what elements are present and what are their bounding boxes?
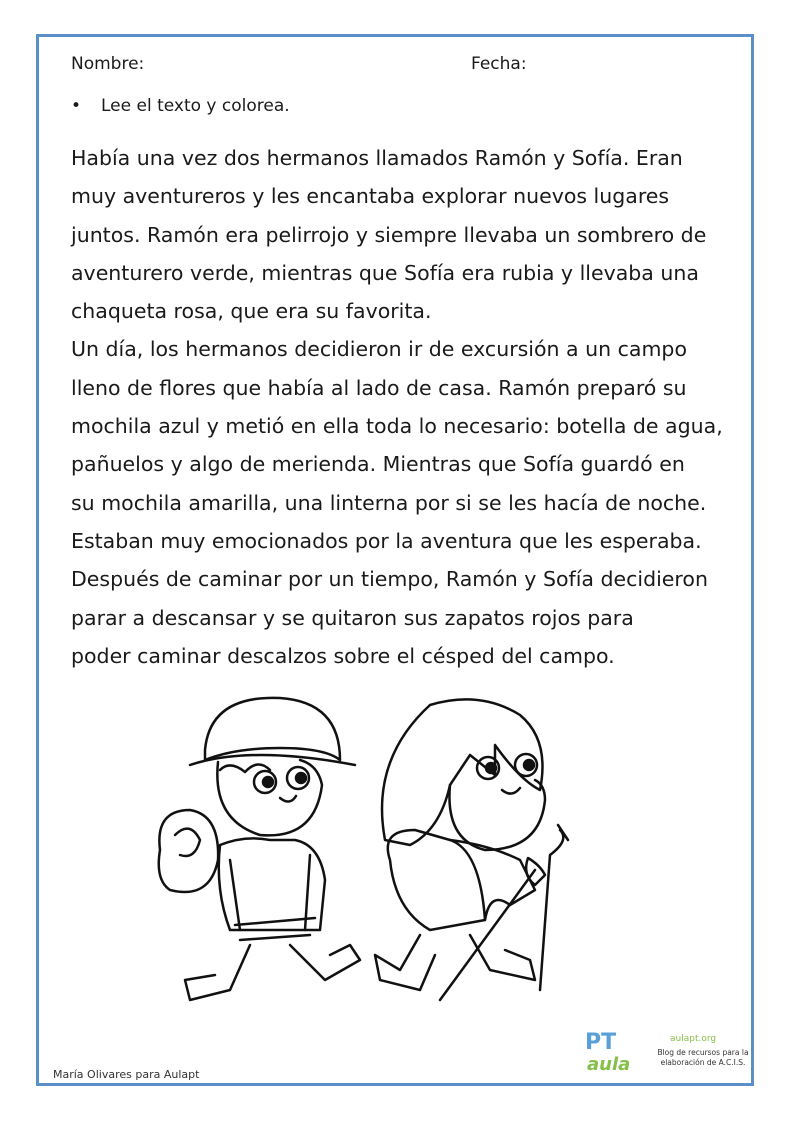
logo-pt: PT <box>585 1030 617 1055</box>
children-illustration <box>150 690 570 1030</box>
date-label: Fecha: <box>471 54 527 74</box>
story-line: lleno de flores que había al lado de casa. Ramón preparó su <box>71 375 687 400</box>
story-line: pañuelos y algo de merienda. Mientras que Sofía guardó en <box>71 452 685 477</box>
story-line: aventurero verde, mientras que Sofía era rubia y llevaba una <box>71 260 699 285</box>
name-label: Nombre: <box>71 54 145 74</box>
story-line: parar a descansar y se quitaron sus zapatos rojos para <box>71 605 634 630</box>
logo-aula: aula <box>587 1054 631 1075</box>
story-line: muy aventureros y les encantaba explorar nuevos lugares <box>71 184 670 209</box>
author-credit: María Olivares para Aulapt <box>53 1068 200 1081</box>
story-line: su mochila amarilla, una linterna por si se les hacía de noche. <box>71 490 707 515</box>
aulapt-logo <box>585 1030 755 1085</box>
story-line: Estaban muy emocionados por la aventura que les esperaba. <box>71 528 702 553</box>
logo-tagline: Blog de recursos para la elaboración de A.C.I.S. <box>657 1048 749 1067</box>
logo-url: aulapt.org <box>670 1034 717 1044</box>
story-line: Había una vez dos hermanos llamados Ramón y Sofía. Eran <box>71 146 683 170</box>
story-line: Un día, los hermanos decidieron ir de excursión a un campo <box>71 337 687 362</box>
bullet: • <box>71 96 82 116</box>
story-text <box>71 139 737 675</box>
girl-figure <box>375 699 570 1000</box>
story-line: juntos. Ramón era pelirrojo y siempre llevaba un sombrero de <box>71 222 707 247</box>
story-line: mochila azul y metió en ella toda lo necesario: botella de agua, <box>71 414 723 439</box>
story-line: chaqueta rosa, que era su favorita. <box>71 299 432 324</box>
story-line: Después de caminar por un tiempo, Ramón y Sofía decidieron <box>71 567 708 592</box>
instruction-text: Lee el texto y colorea. <box>101 96 290 116</box>
instruction <box>71 96 290 116</box>
story-line: poder caminar descalzos sobre el césped del campo. <box>71 643 615 668</box>
boy-figure <box>159 698 360 1000</box>
